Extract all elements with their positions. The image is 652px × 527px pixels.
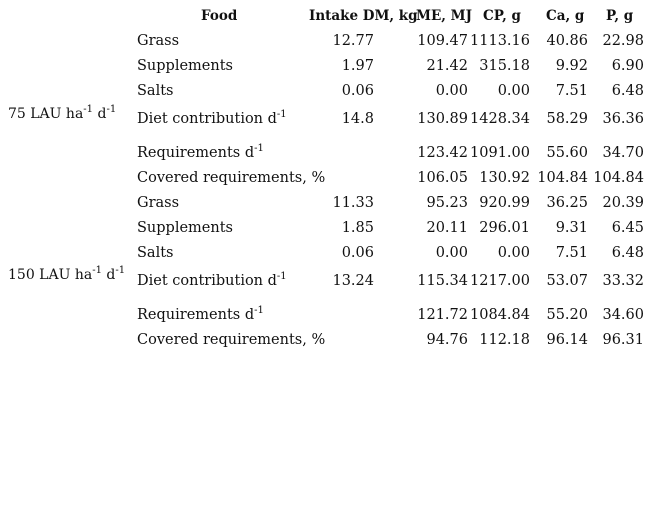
header-food: Food <box>201 8 238 24</box>
me-cell: 94.76 <box>426 332 468 348</box>
food-label: Salts <box>137 245 174 261</box>
ca-cell: 36.25 <box>546 195 588 211</box>
me-cell: 0.00 <box>435 83 468 99</box>
cp-cell: 1113.16 <box>470 33 530 49</box>
ca-cell: 55.20 <box>546 307 588 323</box>
ca-cell: 9.31 <box>555 220 588 236</box>
table-row <box>0 170 652 194</box>
me-cell: 130.89 <box>417 111 468 127</box>
intake-cell: 11.33 <box>332 195 374 211</box>
p-cell: 6.45 <box>611 220 644 236</box>
cp-cell: 315.18 <box>479 58 530 74</box>
food-label: Requirements $d^{-1}$ <box>137 305 264 323</box>
food-label: Salts <box>137 83 174 99</box>
ca-cell: 96.14 <box>546 332 588 348</box>
intake-cell: 13.24 <box>332 273 374 289</box>
p-cell: 34.60 <box>602 307 644 323</box>
intake-cell: 12.77 <box>332 33 374 49</box>
table-row <box>0 33 652 57</box>
p-cell: 36.36 <box>602 111 644 127</box>
ca-cell: 58.29 <box>546 111 588 127</box>
me-cell: 106.05 <box>417 170 468 186</box>
table-row <box>0 273 652 297</box>
ca-cell: 40.86 <box>546 33 588 49</box>
me-cell: 21.42 <box>426 58 468 74</box>
p-cell: 96.31 <box>602 332 644 348</box>
table-row <box>0 58 652 82</box>
food-label: Diet contribution $d^{-1}$ <box>137 109 287 127</box>
me-cell: 121.72 <box>417 307 468 323</box>
cp-cell: 130.92 <box>479 170 530 186</box>
intake-cell: 0.06 <box>341 245 374 261</box>
cp-cell: 1084.84 <box>470 307 530 323</box>
ca-cell: 7.51 <box>555 245 588 261</box>
p-cell: 20.39 <box>602 195 644 211</box>
table-row <box>0 245 652 269</box>
table-row <box>0 145 652 169</box>
table-row <box>0 307 652 331</box>
ca-cell: 104.84 <box>537 170 588 186</box>
header-ca: Ca, g <box>546 8 585 24</box>
food-label: Covered requirements, % <box>137 170 326 186</box>
p-cell: 6.90 <box>611 58 644 74</box>
cp-cell: 1091.00 <box>470 145 530 161</box>
header-me: ME, MJ <box>416 8 472 24</box>
intake-cell: 0.06 <box>341 83 374 99</box>
food-label: Requirements $d^{-1}$ <box>137 143 264 161</box>
group-label-75: 75 LAU $ha^{-1}$ $d^{-1}$ <box>8 104 117 122</box>
table-row <box>0 83 652 107</box>
food-label: Covered requirements, % <box>137 332 326 348</box>
me-cell: 123.42 <box>417 145 468 161</box>
table-row <box>0 332 652 356</box>
intake-cell: 1.97 <box>341 58 374 74</box>
cp-cell: 1428.34 <box>470 111 530 127</box>
me-cell: 109.47 <box>417 33 468 49</box>
ca-cell: 53.07 <box>546 273 588 289</box>
food-label: Grass <box>137 195 180 211</box>
intake-cell: 1.85 <box>341 220 374 236</box>
header-p: P, g <box>606 8 634 24</box>
ca-cell: 9.92 <box>555 58 588 74</box>
p-cell: 6.48 <box>611 83 644 99</box>
table-row <box>0 195 652 219</box>
cp-cell: 920.99 <box>479 195 530 211</box>
cp-cell: 0.00 <box>497 83 530 99</box>
cp-cell: 1217.00 <box>470 273 530 289</box>
food-label: Grass <box>137 33 180 49</box>
ca-cell: 7.51 <box>555 83 588 99</box>
food-label: Supplements <box>137 220 233 236</box>
cp-cell: 0.00 <box>497 245 530 261</box>
ca-cell: 55.60 <box>546 145 588 161</box>
group-label-150: 150 LAU $ha^{-1}$ $d^{-1}$ <box>8 265 126 283</box>
me-cell: 95.23 <box>426 195 468 211</box>
p-cell: 33.32 <box>602 273 644 289</box>
p-cell: 22.98 <box>602 33 644 49</box>
me-cell: 0.00 <box>435 245 468 261</box>
cp-cell: 296.01 <box>479 220 530 236</box>
me-cell: 115.34 <box>417 273 468 289</box>
intake-cell: 14.8 <box>341 111 374 127</box>
p-cell: 34.70 <box>602 145 644 161</box>
cp-cell: 112.18 <box>479 332 530 348</box>
p-cell: 6.48 <box>611 245 644 261</box>
table-row <box>0 220 652 244</box>
food-label: Diet contribution $d^{-1}$ <box>137 271 287 289</box>
table-row <box>0 111 652 135</box>
header-cp: CP, g <box>483 8 521 24</box>
header-intake: Intake DM, kg <box>309 8 418 24</box>
food-label: Supplements <box>137 58 233 74</box>
p-cell: 104.84 <box>593 170 644 186</box>
me-cell: 20.11 <box>426 220 468 236</box>
